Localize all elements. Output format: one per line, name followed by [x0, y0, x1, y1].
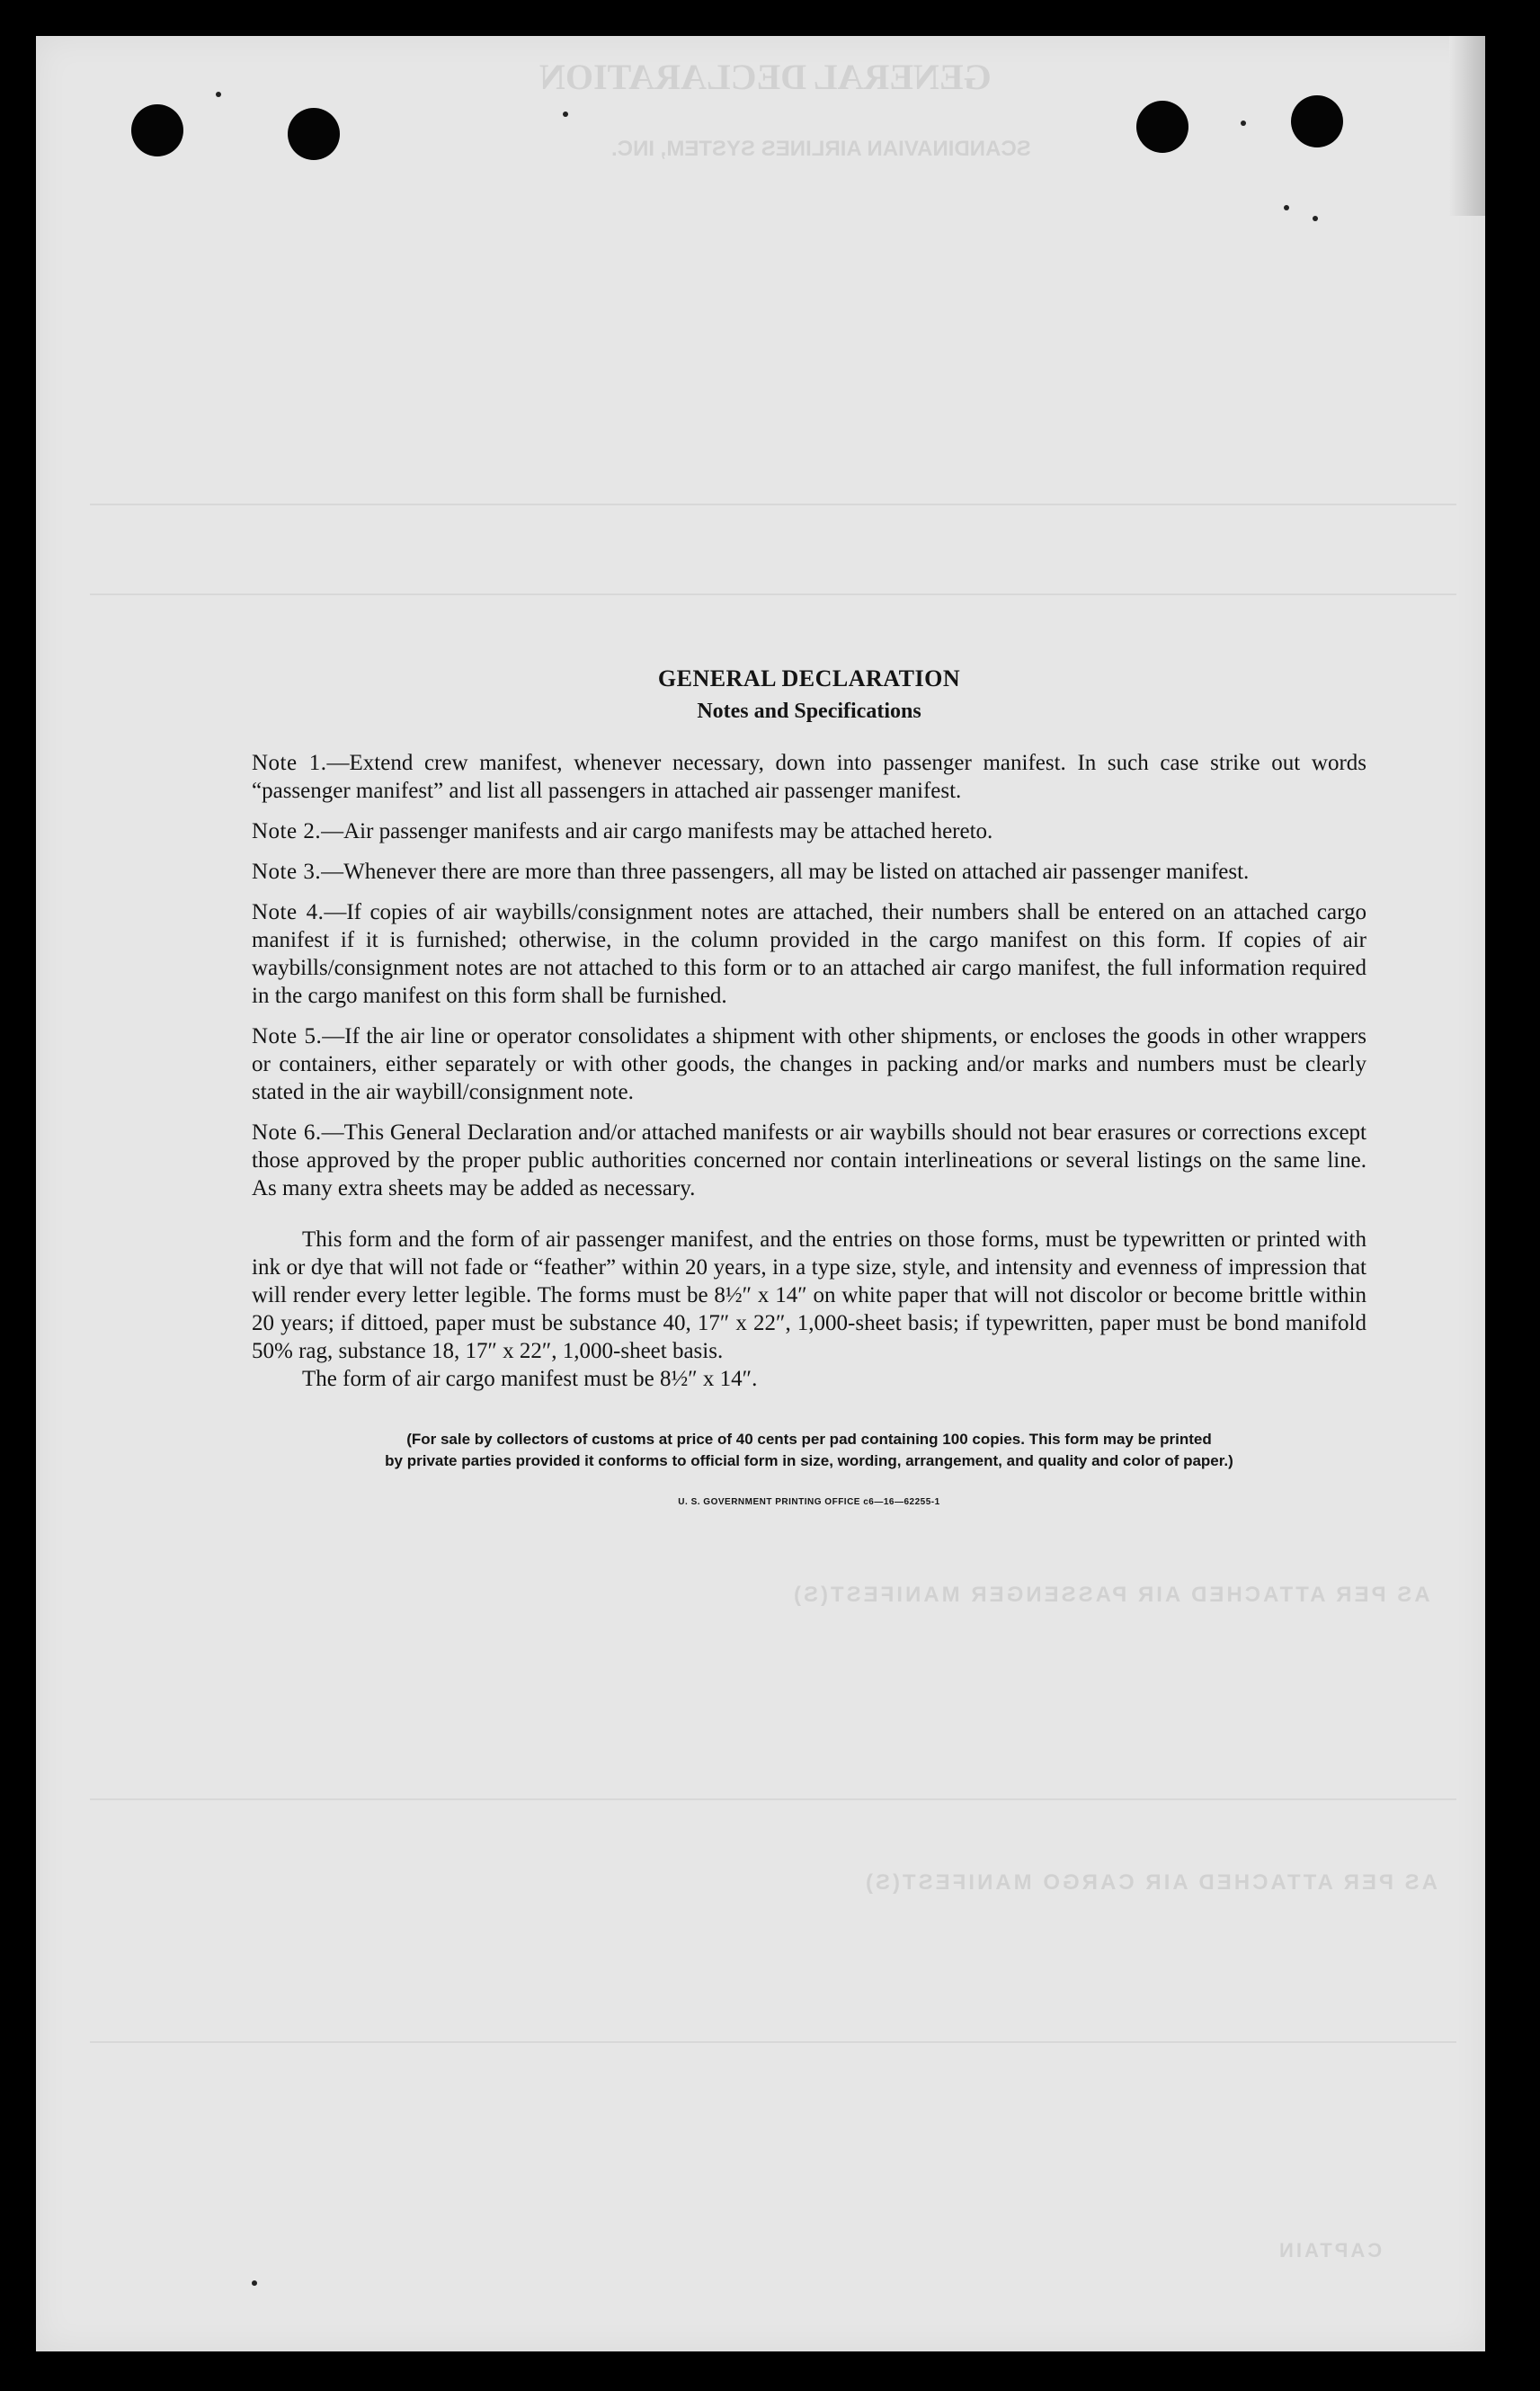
sale-notice: [252, 1429, 1366, 1472]
note-1-text: —Extend crew manifest, whenever necessary, down into passenger manifest. In such case strike out words “passenger manifest” and list all passengers in attached air passenger manifest.: [252, 751, 1366, 803]
note-3-label: Note 3.: [252, 860, 322, 884]
note-6-label: Note 6.: [252, 1120, 322, 1145]
bleed-through-passenger-stamp: AS PER ATTACHED AIR PASSENGER MANIFEST(S): [791, 1583, 1430, 1607]
page-subtitle: Notes and Specifications: [697, 700, 921, 723]
punch-hole-left-1: [131, 104, 183, 156]
punch-hole-left-2: [288, 108, 340, 160]
bleed-through-rule: [90, 1798, 1456, 1800]
notes-and-specifications: [252, 665, 1366, 1507]
bleed-through-airline: SCANDINAVIAN AIRLINES SYSTEM, INC.: [611, 137, 1031, 161]
note-4-label: Note 4.: [252, 900, 325, 924]
punch-hole-right-1: [1136, 101, 1188, 153]
note-2-label: Note 2.: [252, 819, 322, 843]
note-6: [252, 1119, 1366, 1202]
bleed-through-captain: CAPTAIN: [1277, 2239, 1383, 2262]
printer-imprint: U. S. GOVERNMENT PRINTING OFFICE c6—16—62255-1: [678, 1497, 940, 1507]
note-5-label: Note 5.: [252, 1024, 323, 1048]
bleed-through-rule: [90, 593, 1456, 595]
bleed-through-rule: [90, 2041, 1456, 2043]
bleed-through-rule: [90, 504, 1456, 505]
punch-hole-right-2: [1291, 95, 1343, 147]
bleed-through-cargo-stamp: AS PER ATTACHED AIR CARGO MANIFEST(S): [863, 1870, 1438, 1895]
note-3: [252, 858, 1366, 886]
ink-speck: [216, 92, 221, 97]
ink-speck: [563, 112, 568, 117]
form-requirements-paragraph: This form and the form of air passenger manifest, and the entries on those forms, must be typewritten or printed with ink or dye that will not fade or “feather” within 20 years, in a type size, style, and intensity and evenness of impression that will render every letter legible. The forms must be 8½″ x 14″ on white paper that will not discolor or become brittle within 20 years; if dittoed, paper must be substance 40, 17″ x 22″, 1,000-sheet basis; if typewritten, paper must be bond manifold 50% rag, substance 18, 17″ x 22″, 1,000-sheet basis.: [252, 1227, 1366, 1363]
note-4-text: —If copies of air waybills/consignment notes are attached, their numbers shall be entered on an attached cargo manifest if it is furnished; otherwise, in the column provided in the cargo manifest on this form. If copies of air waybills/consignment notes are not attached to this form or to an attached air cargo manifest, the full information required in the cargo manifest on this form shall be furnished.: [252, 900, 1366, 1008]
note-1-label: Note 1.: [252, 751, 327, 775]
note-1: [252, 749, 1366, 805]
note-2-text: —Air passenger manifests and air cargo manifests may be attached hereto.: [321, 819, 993, 843]
ink-speck: [1284, 205, 1289, 210]
ink-speck: [1241, 120, 1246, 126]
note-3-text: —Whenever there are more than three passengers, all may be listed on attached air passenger manifest.: [321, 860, 1250, 884]
page-edge-fold: [1449, 36, 1485, 216]
note-6-text: —This General Declaration and/or attached manifests or air waybills should not bear erasures or corrections except those approved by the proper public authorities concerned nor contain interlineations or several listings on the same line. As many extra sheets may be added as necessary.: [252, 1120, 1366, 1200]
ink-speck: [1313, 216, 1318, 221]
cargo-manifest-size-line: The form of air cargo manifest must be 8½″ x 14″.: [302, 1367, 758, 1391]
sale-notice-line-1: (For sale by collectors of customs at price of 40 cents per pad containing 100 copies. This form may be printed: [406, 1431, 1212, 1448]
bleed-through-header: GENERAL DECLARATION: [539, 57, 992, 97]
note-4: [252, 898, 1366, 1010]
note-5-text: —If the air line or operator consolidates a shipment with other shipments, or encloses the goods in other wrappers or containers, either separately or with other goods, the changes in packing and/or marks and numbers must be clearly stated in the air waybill/consignment note.: [252, 1024, 1366, 1104]
sale-notice-line-2: by private parties provided it conforms to official form in size, wording, arrangement, and quality and color of paper.): [385, 1452, 1233, 1469]
ink-speck: [252, 2280, 257, 2286]
note-5: [252, 1022, 1366, 1106]
document-page: [36, 36, 1485, 2351]
note-2: [252, 817, 1366, 845]
page-title: GENERAL DECLARATION: [657, 665, 961, 691]
